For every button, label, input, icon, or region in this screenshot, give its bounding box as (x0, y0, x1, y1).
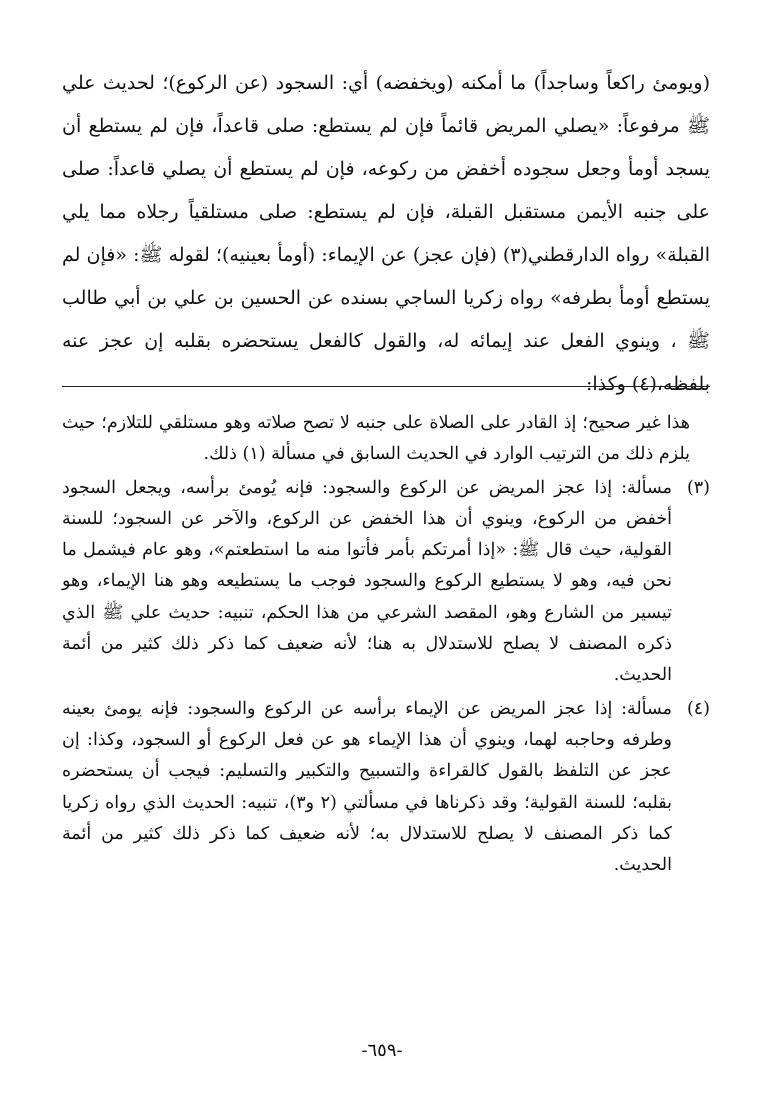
footnote-number: (٤) (686, 698, 710, 719)
footnote-separator (62, 386, 710, 387)
footnote-3 (62, 473, 710, 692)
main-text (62, 62, 710, 406)
footnotes (62, 408, 710, 881)
footnote-continuation: هذا غير صحيح؛ إذ القادر على الصلاة على جنبه لا تصح صلاته وهو مستلقي للتلازم؛ حيث يلزم ذلك من الترتيب الوارد في الحديث السابق في مسألة (١) ذلك. (62, 413, 690, 465)
main-paragraph: (ويومئ راكعاً وساجداً) ما أمكنه (ويخفضه) أي: السجود (عن الركوع)؛ لحديث علي ﷺ مرفوعاً: «يصلي المريض قائماً فإن لم يستطع: صلى قاعداً، فإن لم يستطع أن يسجد أومأ وجعل سجوده أخفض من ركوعه، فإن لم يستطع أن يصلي قاعداً: صلى على جنبه الأيمن مستقبل القبلة، فإن لم يستطع: صلى مستلقياً رجلاه مما يلي القبلة» رواه الدارقطني(٣) (فإن عجز) عن الإيماء: (أومأ بعينيه)؛ لقوله ﷺ: «فإن لم يستطع أومأ بطرفه» رواه زكريا الساجي بسنده عن الحسين بن علي بن أبي طالب ﷺ ، وينوي الفعل عند إيمائه له، والقول كالفعل يستحضره بقلبه إن عجز عنه بلفظه،(٤) وكذا: (62, 72, 710, 395)
footnote-number: (٣) (686, 477, 710, 498)
page-number: -٦٥٩- (361, 1040, 403, 1061)
footnote-text: مسألة: إذا عجز المريض عن الإيماء برأسه عن الركوع والسجود: فإنه يومئ بعينه وطرفه وحاجبه لهما، وينوي أن هذا الإيماء هو عن فعل الركوع أو السجود، وكذا: إن عجز عن التلفظ بالقول كالقراءة والتسبيح والتكبير والتسليم: فيجب أن يستحضره بقلبه؛ للسنة القولية؛ وقد ذكرناها في مسألتي (٢ و٣)، تنبيه: الحديث الذي رواه زكريا كما ذكر المصنف لا يصلح للاستدلال به؛ لأنه ضعيف كما ذكر ذلك كثير من أئمة الحديث. (62, 698, 672, 876)
footnote-text: مسألة: إذا عجز المريض عن الركوع والسجود: فإنه يُومئ برأسه، ويجعل السجود أخفض من الركوع، وينوي أن هذا الخفض عن الركوع، والآخر عن السجود؛ للسنة القولية، حيث قال ﷺ: «إذا أمرتكم بأمر فأتوا منه ما استطعتم»، وهو عام فيشمل ما نحن فيه، وهو لا يستطيع الركوع والسجود فوجب ما يستطيعه وهو هنا الإيماء، وهو تيسير من الشارع وهو، المقصد الشرعي من هذا الحكم، تنبيه: حديث علي ﷺ الذي ذكره المصنف لا يصلح للاستدلال به هنا؛ لأنه ضعيف كما ذكر ذلك كثير من أئمة الحديث. (62, 477, 672, 686)
footnote-4 (62, 694, 710, 882)
